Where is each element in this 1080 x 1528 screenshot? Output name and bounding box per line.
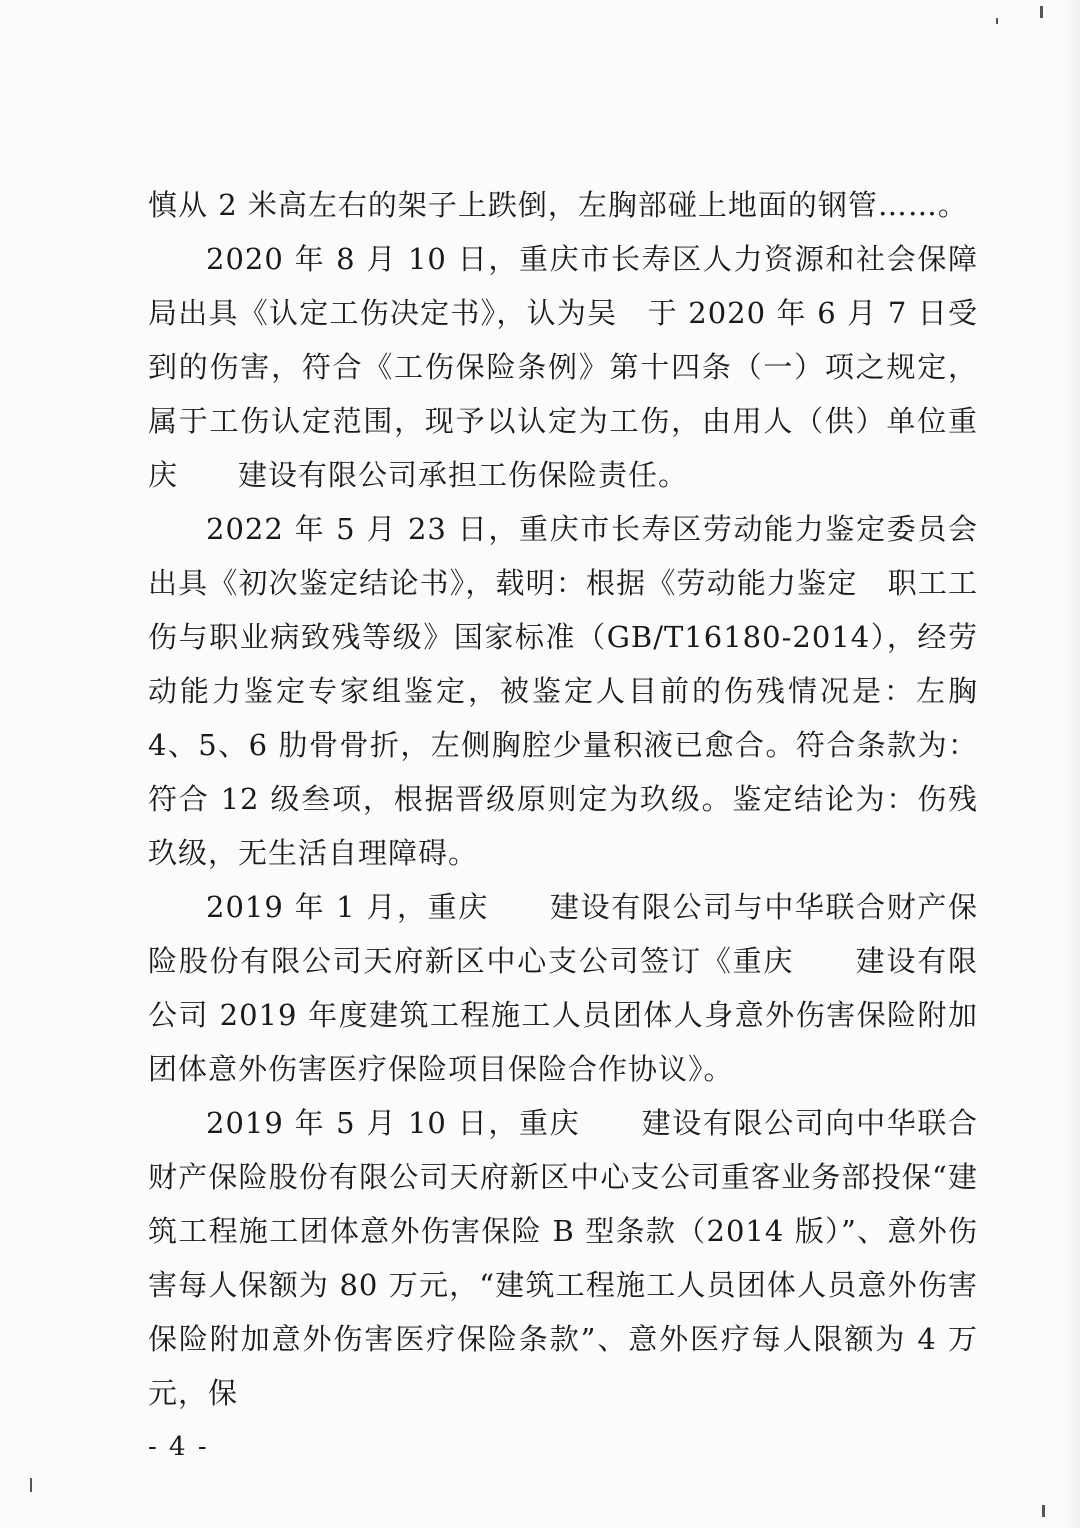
paragraph-work-injury-determination: 2020 年 8 月 10 日，重庆市长寿区人力资源和社会保障局出具《认定工伤决定书》，认为吴 于 2020 年 6 月 7 日受到的伤害，符合《工伤保险条例》第十四条（一）项之规定，属于工伤认定范围，现予以认定为工伤，由用人（供）单位重庆 建设有限公司承担工伤保险责任。 bbox=[148, 242, 978, 492]
paragraph-disability-assessment: 2022 年 5 月 23 日，重庆市长寿区劳动能力鉴定委员会出具《初次鉴定结论书》，载明：根据《劳动能力鉴定 职工工伤与职业病致残等级》国家标准（GB/T16180-2014），经劳动能力鉴定专家组鉴定，被鉴定人目前的伤残情况是：左胸 4、5、6 肋骨骨折，左侧胸腔少量积液已愈合。符合条款为：符合 12 级叁项，根据晋级原则定为玖级。鉴定结论为：伤残玖级，无生活自理障碍。 bbox=[148, 512, 978, 870]
paragraph-insurance-purchase: 2019 年 5 月 10 日，重庆 建设有限公司向中华联合财产保险股份有限公司天府新区中心支公司重客业务部投保“建筑工程施工团体意外伤害保险 B 型条款（2014 版）”、意外伤害每人保额为 80 万元，“建筑工程施工人员团体人员意外伤害保险附加意外伤害医疗保险条款”、意外医疗每人限额为 4 万元，保 bbox=[148, 1106, 978, 1410]
scan-mark-bottom-left bbox=[30, 1478, 32, 1492]
scan-edge-shadow bbox=[1066, 0, 1080, 1528]
scan-mark-bottom-right bbox=[1042, 1505, 1045, 1517]
paragraph-insurance-agreement: 2019 年 1 月，重庆 建设有限公司与中华联合财产保险股份有限公司天府新区中心支公司签订《重庆 建设有限公司 2019 年度建筑工程施工人员团体人身意外伤害保险附加团体意外伤害医疗保险项目保险合作协议》。 bbox=[148, 890, 978, 1086]
document-body bbox=[148, 178, 978, 1420]
scan-mark-top-right bbox=[1040, 6, 1043, 18]
scan-mark-right bbox=[996, 18, 998, 24]
paragraph-continuation: 慎从 2 米高左右的架子上跌倒，左胸部碰上地面的钢管……。 bbox=[148, 188, 968, 222]
page-number: - 4 - bbox=[148, 1432, 209, 1462]
